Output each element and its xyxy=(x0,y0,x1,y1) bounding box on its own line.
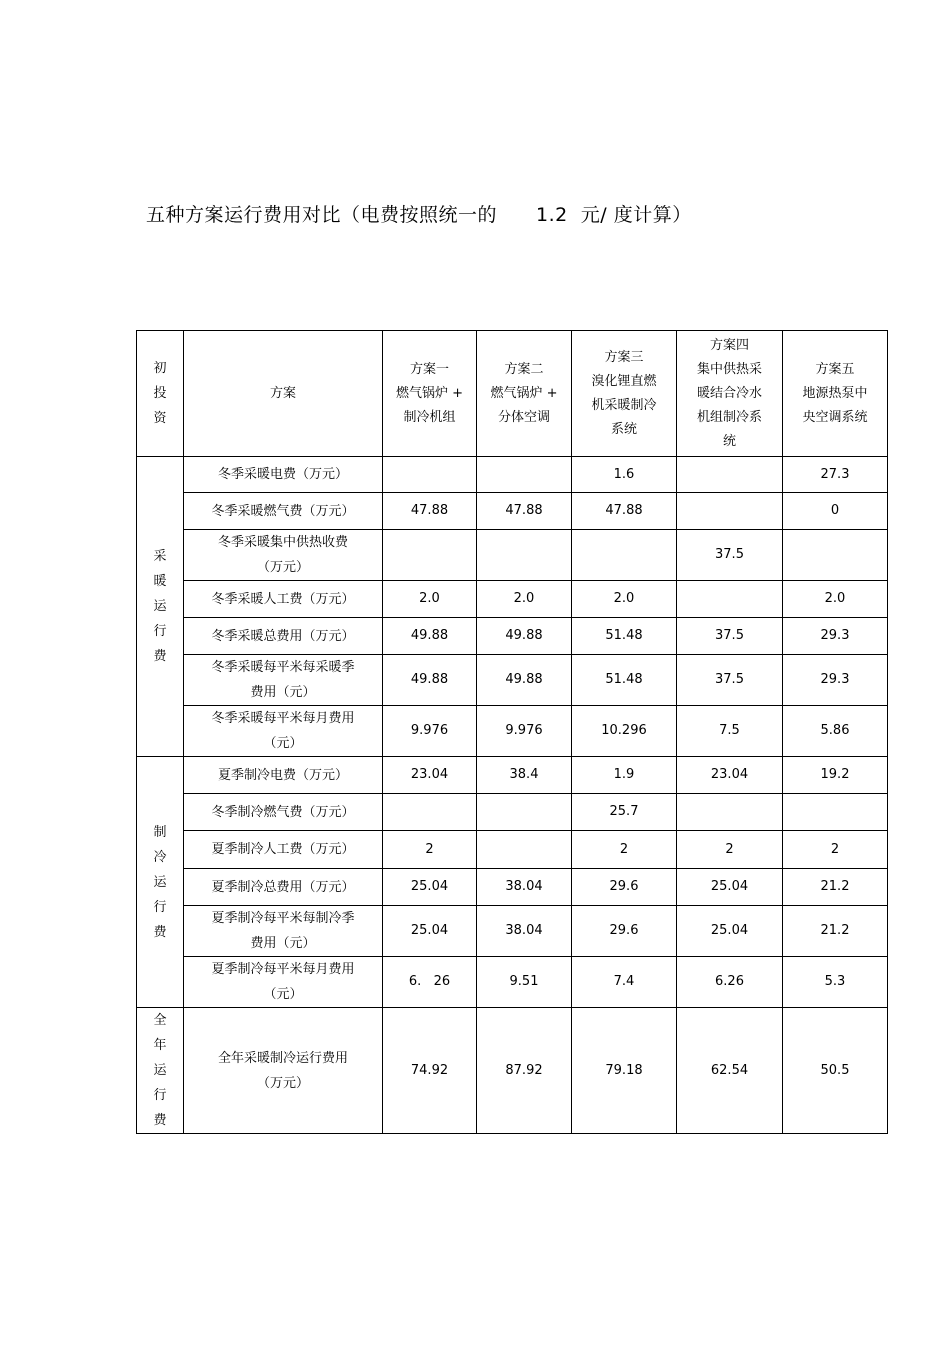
value-cell-plan-2 xyxy=(477,794,572,831)
value-cell-plan-5: 29.3 xyxy=(783,655,888,706)
table-row xyxy=(137,655,888,706)
value-cell-plan-5: 5.86 xyxy=(783,706,888,757)
row-item-label: 夏季制冷每平米每制冷季 费用（元） xyxy=(184,906,383,957)
value-cell-plan-2: 38.04 xyxy=(477,906,572,957)
header-initial-investment xyxy=(137,331,184,457)
value-cell-plan-5: 2 xyxy=(783,831,888,869)
value-cell-plan-2: 49.88 xyxy=(477,618,572,655)
value-cell-plan-2: 47.88 xyxy=(477,493,572,530)
value-cell-plan-4: 2 xyxy=(677,831,783,869)
value-cell-plan-3: 1.9 xyxy=(572,757,677,794)
cost-comparison-table xyxy=(136,330,888,1134)
table-row xyxy=(137,493,888,530)
value-cell-plan-4: 37.5 xyxy=(677,618,783,655)
row-item-label: 夏季制冷人工费（万元） xyxy=(184,831,383,869)
value-cell-plan-2: 2.0 xyxy=(477,581,572,618)
value-cell-plan-1 xyxy=(383,530,477,581)
value-cell-plan-5 xyxy=(783,794,888,831)
value-cell-plan-2: 38.04 xyxy=(477,869,572,906)
value-cell-plan-3: 29.6 xyxy=(572,906,677,957)
page-title: 五种方案运行费用对比（电费按照统一的 1.2 元/ 度计算） xyxy=(146,204,692,226)
value-cell-plan-1: 49.88 xyxy=(383,618,477,655)
row-item-label: 冬季采暖每平米每采暖季 费用（元） xyxy=(184,655,383,706)
row-item-label: 冬季采暖集中供热收费 （万元） xyxy=(184,530,383,581)
table-body xyxy=(137,331,888,1134)
value-cell-plan-3: 25.7 xyxy=(572,794,677,831)
value-cell-plan-5: 21.2 xyxy=(783,869,888,906)
header-plan-3: 方案三 溴化锂直燃 机采暖制冷 系统 xyxy=(572,331,677,457)
value-cell-plan-3: 79.18 xyxy=(572,1008,677,1134)
table-row xyxy=(137,831,888,869)
value-cell-plan-2: 49.88 xyxy=(477,655,572,706)
table-row xyxy=(137,1008,888,1134)
value-cell-plan-1: 6. 26 xyxy=(383,957,477,1008)
category-heating-operating-cost xyxy=(137,457,184,757)
row-item-label: 冬季采暖人工费（万元） xyxy=(184,581,383,618)
value-cell-plan-3: 47.88 xyxy=(572,493,677,530)
row-item-label: 夏季制冷总费用（万元） xyxy=(184,869,383,906)
value-cell-plan-3: 2.0 xyxy=(572,581,677,618)
header-plan-4: 方案四 集中供热采 暖结合冷水 机组制冷系 统 xyxy=(677,331,783,457)
header-plan: 方案 xyxy=(184,331,383,457)
table-row xyxy=(137,794,888,831)
value-cell-plan-5: 0 xyxy=(783,493,888,530)
value-cell-plan-1: 74.92 xyxy=(383,1008,477,1134)
table-row xyxy=(137,530,888,581)
value-cell-plan-4: 25.04 xyxy=(677,906,783,957)
table-row xyxy=(137,869,888,906)
value-cell-plan-4 xyxy=(677,493,783,530)
value-cell-plan-3: 29.6 xyxy=(572,869,677,906)
value-cell-plan-2: 9.51 xyxy=(477,957,572,1008)
header-plan-5: 方案五 地源热泵中 央空调系统 xyxy=(783,331,888,457)
value-cell-plan-4 xyxy=(677,457,783,493)
value-cell-plan-2: 9.976 xyxy=(477,706,572,757)
value-cell-plan-4: 62.54 xyxy=(677,1008,783,1134)
value-cell-plan-2: 38.4 xyxy=(477,757,572,794)
row-item-label: 冬季采暖每平米每月费用 （元） xyxy=(184,706,383,757)
value-cell-plan-1: 9.976 xyxy=(383,706,477,757)
value-cell-plan-3: 10.296 xyxy=(572,706,677,757)
value-cell-plan-4: 37.5 xyxy=(677,530,783,581)
value-cell-plan-3: 51.48 xyxy=(572,655,677,706)
value-cell-plan-2 xyxy=(477,831,572,869)
value-cell-plan-1: 25.04 xyxy=(383,869,477,906)
value-cell-plan-4: 23.04 xyxy=(677,757,783,794)
value-cell-plan-3 xyxy=(572,530,677,581)
value-cell-plan-5: 2.0 xyxy=(783,581,888,618)
value-cell-plan-4: 6.26 xyxy=(677,957,783,1008)
row-item-label: 冬季制冷燃气费（万元） xyxy=(184,794,383,831)
value-cell-plan-1: 49.88 xyxy=(383,655,477,706)
table-row xyxy=(137,957,888,1008)
value-cell-plan-3: 2 xyxy=(572,831,677,869)
value-cell-plan-4: 7.5 xyxy=(677,706,783,757)
value-cell-plan-1: 47.88 xyxy=(383,493,477,530)
header-initial-investment-label: 初投资 xyxy=(153,361,167,426)
header-plan-2: 方案二 燃气锅炉 + 分体空调 xyxy=(477,331,572,457)
row-item-label: 夏季制冷电费（万元） xyxy=(184,757,383,794)
table-row xyxy=(137,757,888,794)
value-cell-plan-4: 25.04 xyxy=(677,869,783,906)
row-item-label: 夏季制冷每平米每月费用 （元） xyxy=(184,957,383,1008)
header-plan-1: 方案一 燃气锅炉 + 制冷机组 xyxy=(383,331,477,457)
value-cell-plan-5: 5.3 xyxy=(783,957,888,1008)
category-label: 全年运行费 xyxy=(153,1013,167,1128)
value-cell-plan-5 xyxy=(783,530,888,581)
header-row xyxy=(137,331,888,457)
value-cell-plan-2: 87.92 xyxy=(477,1008,572,1134)
value-cell-plan-5: 21.2 xyxy=(783,906,888,957)
value-cell-plan-3: 1.6 xyxy=(572,457,677,493)
value-cell-plan-1: 2 xyxy=(383,831,477,869)
table-row xyxy=(137,618,888,655)
value-cell-plan-3: 51.48 xyxy=(572,618,677,655)
category-label: 采暖运行费 xyxy=(153,549,167,664)
value-cell-plan-4 xyxy=(677,794,783,831)
row-item-label: 冬季采暖总费用（万元） xyxy=(184,618,383,655)
row-item-label: 全年采暖制冷运行费用 （万元） xyxy=(184,1008,383,1134)
value-cell-plan-5: 19.2 xyxy=(783,757,888,794)
value-cell-plan-5: 29.3 xyxy=(783,618,888,655)
category-cooling-operating-cost xyxy=(137,757,184,1008)
value-cell-plan-1: 23.04 xyxy=(383,757,477,794)
value-cell-plan-1: 25.04 xyxy=(383,906,477,957)
value-cell-plan-1 xyxy=(383,794,477,831)
category-annual-operating-cost xyxy=(137,1008,184,1134)
value-cell-plan-2 xyxy=(477,457,572,493)
table-row xyxy=(137,906,888,957)
value-cell-plan-5: 50.5 xyxy=(783,1008,888,1134)
table-row xyxy=(137,581,888,618)
value-cell-plan-1 xyxy=(383,457,477,493)
value-cell-plan-4: 37.5 xyxy=(677,655,783,706)
category-label: 制冷运行费 xyxy=(153,824,167,940)
value-cell-plan-4 xyxy=(677,581,783,618)
table-row xyxy=(137,706,888,757)
row-item-label: 冬季采暖电费（万元） xyxy=(184,457,383,493)
value-cell-plan-5: 27.3 xyxy=(783,457,888,493)
value-cell-plan-3: 7.4 xyxy=(572,957,677,1008)
value-cell-plan-1: 2.0 xyxy=(383,581,477,618)
value-cell-plan-2 xyxy=(477,530,572,581)
table-row xyxy=(137,457,888,493)
row-item-label: 冬季采暖燃气费（万元） xyxy=(184,493,383,530)
